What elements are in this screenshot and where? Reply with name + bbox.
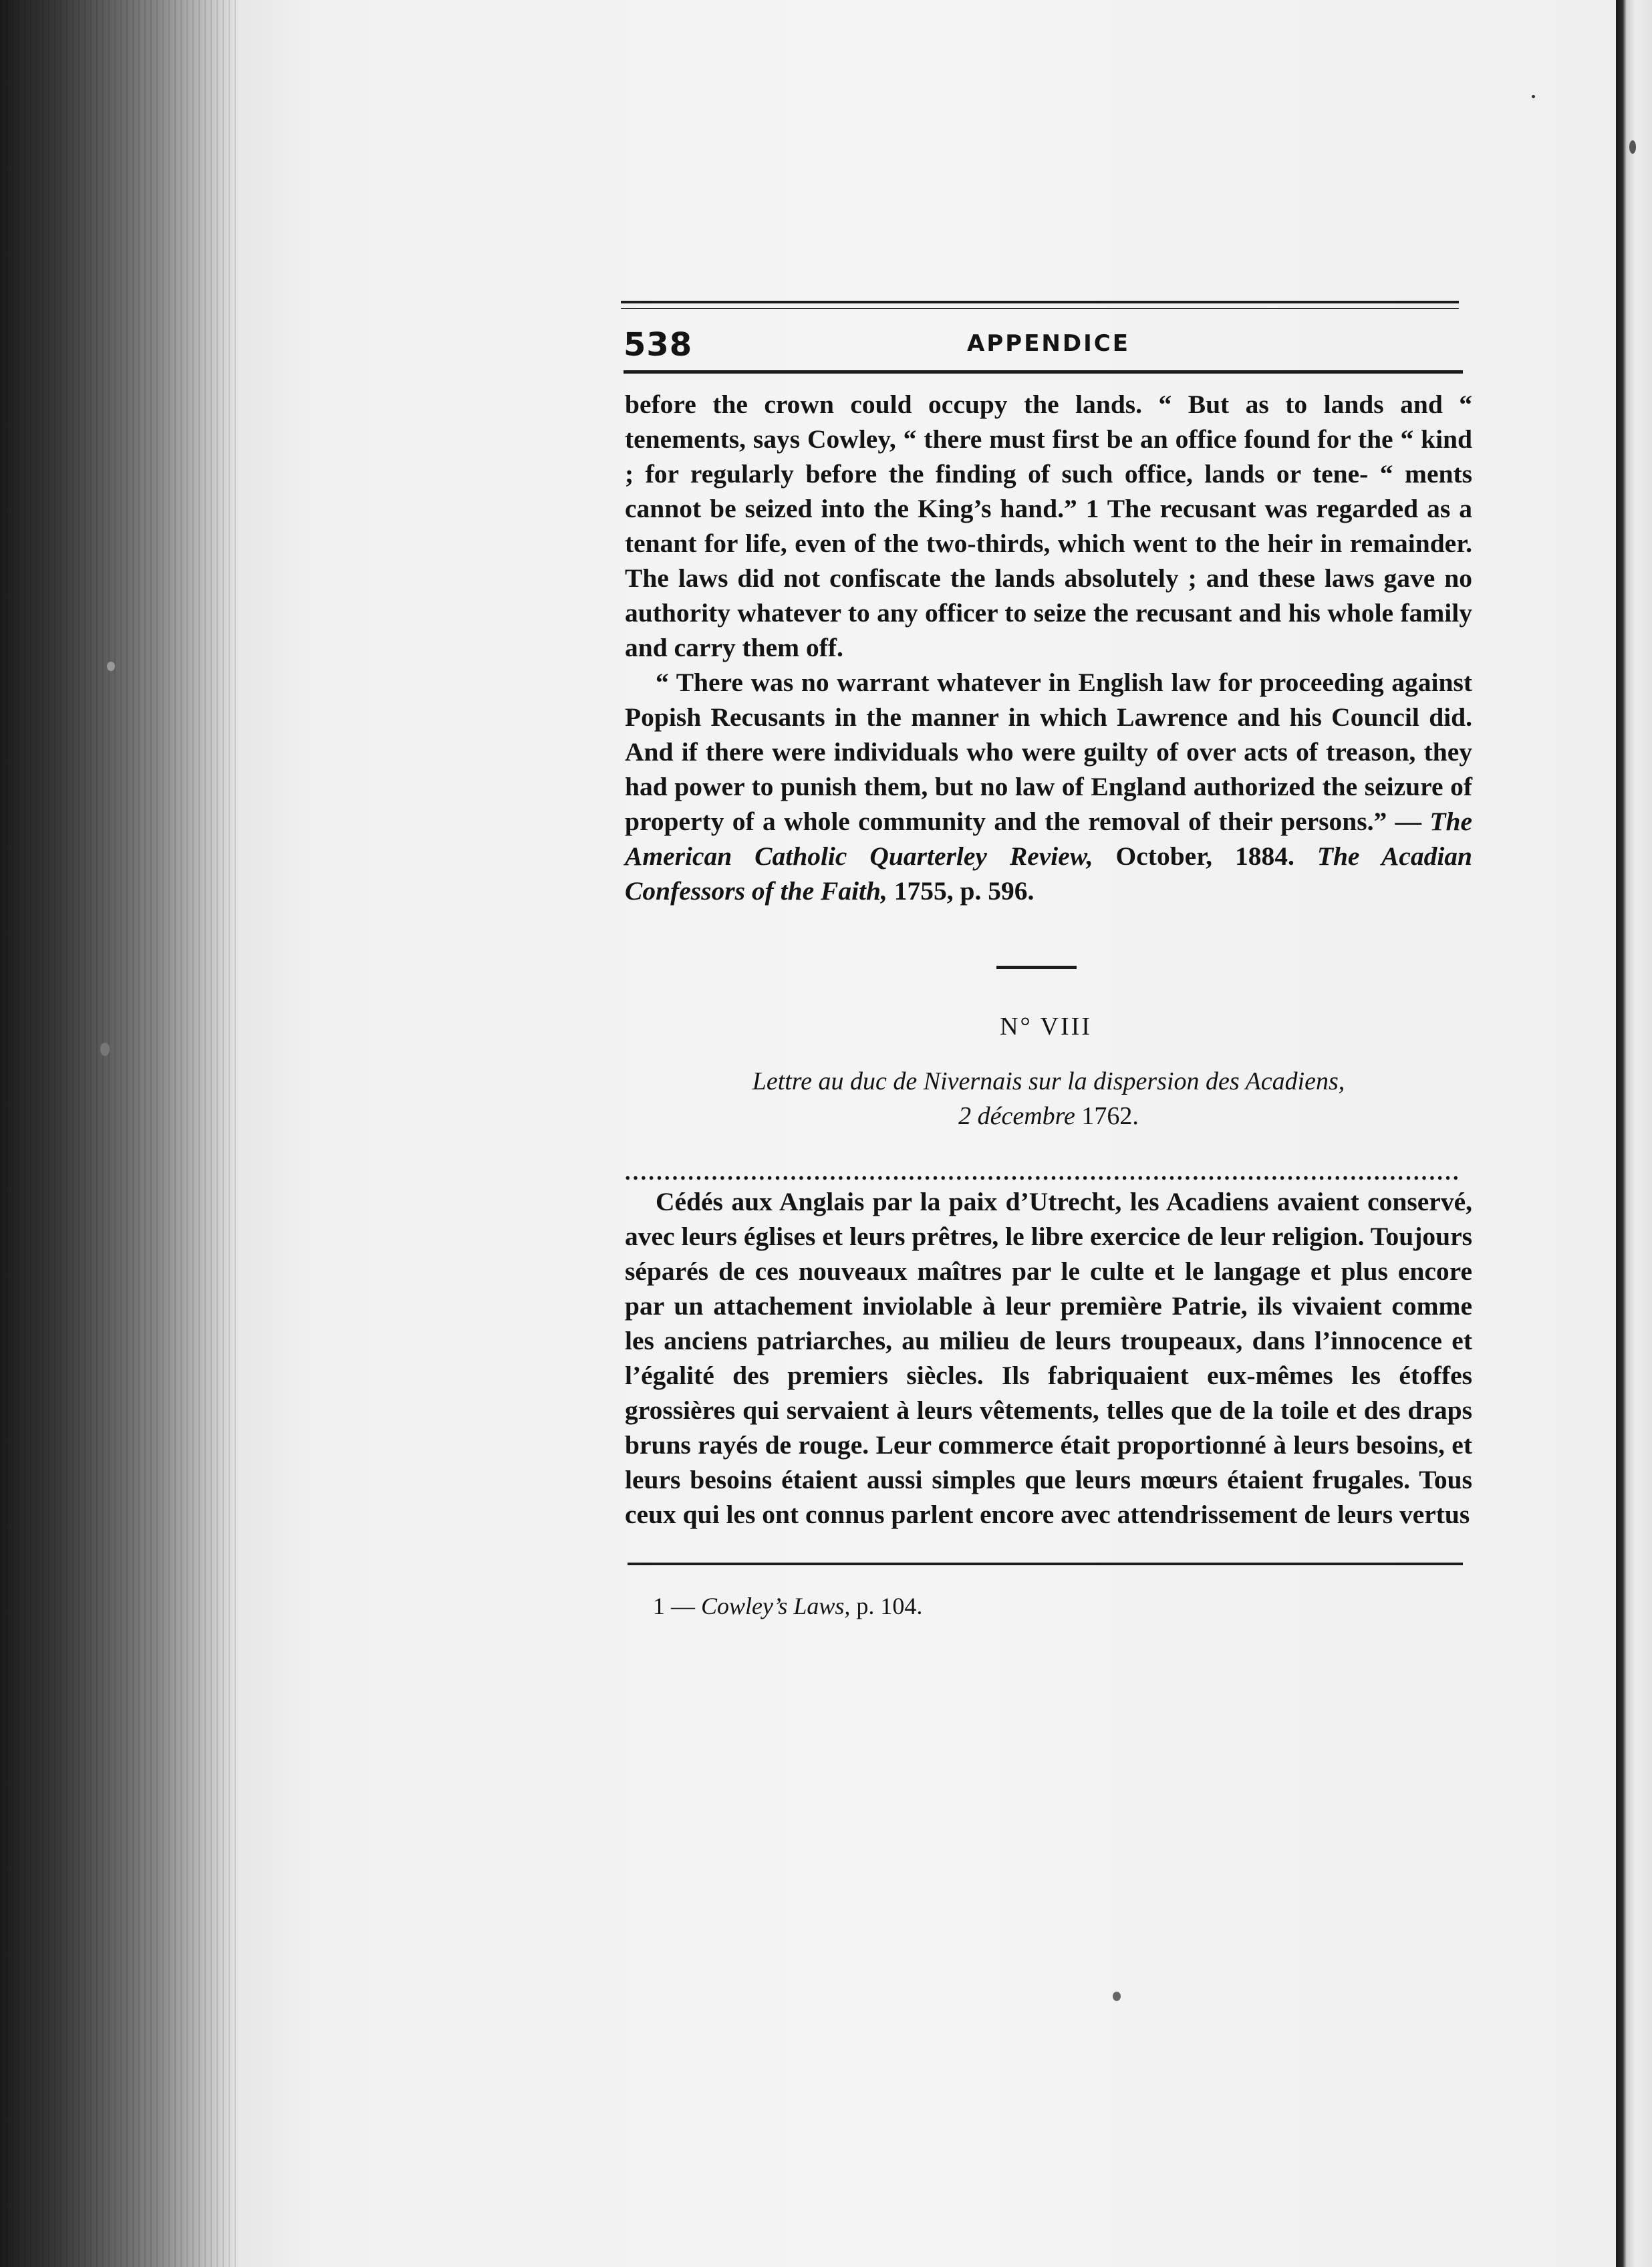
footnote-page: p. 104. [856, 1593, 923, 1619]
french-paragraph: Cédés aux Anglais par la paix d’Utrecht, les Acadiens avaient conservé, avec leurs églises et leurs prêtres, le libre exercice de leur religion. Toujours séparés de ces nouveaux maîtres par le culte et le langage et plus encore par un attachement inviolable à leur première Patrie, ils vivaient comme les anciens patriarches, au milieu de leurs troupeaux, dans l’innocence et l’égalité des premiers siècles. Ils fabriquaient eux-mêmes les étoffes grossières qui servaient à leurs vêtements, telles que de la toile et des draps bruns rayés de rouge. Leur commerce était proportionné à leurs besoins, et leurs besoins étaient aussi simples que leurs mœurs étaient frugales. Tous ceux qui les ont connus parlent encore avec attendrissement de leurs vertus [625, 1187, 1472, 1529]
footnote [653, 1592, 1472, 1620]
header-bottom-rule [624, 370, 1463, 374]
book-binding-edge [0, 0, 241, 2267]
section-date: 2 décembre [958, 1102, 1075, 1130]
citation-article: The Acadian Confessors of the Faith, [625, 841, 1473, 906]
scan-speck [1532, 95, 1535, 98]
section-title-line: Lettre au duc de Nivernais sur la dispersion des Acadiens, [752, 1067, 1345, 1095]
footnote-marker: 1 — [653, 1593, 695, 1619]
scan-speck [100, 1043, 110, 1056]
citation-date: October, 1884. [1115, 841, 1294, 871]
scan-speck [1629, 140, 1636, 154]
body-paragraph: before the crown could occupy the lands. “ But as to lands and “ tenements, says Cowley, “ there must first be an office found for the “ kind ; for regularly before the finding of such office, lands or tene- “ ments cannot be seized into the King’s hand.” 1 The recusant was regarded as a tenant for life, even of the two-thirds, which went to the heir in remainder. The laws did not confiscate the lands absolutely ; and these laws gave no authority whatever to any officer to seize the recusant and his whole family and carry them off. [625, 390, 1472, 662]
quote-paragraph [625, 665, 1472, 908]
section-divider [996, 966, 1077, 969]
scan-speck [1113, 1992, 1121, 2001]
footnote-title: Cowley’s Laws, [701, 1593, 851, 1619]
quote-text: “ There was no warrant whatever in English law for proceeding against Popish Recusants in the manner in which Lawrence and his Council did. And if there were individuals who were guilty of over acts of treason, they had power to punish them, but no law of England authorized the seizure of property of a whole community and the removal of their persons.” — [625, 668, 1472, 836]
running-head [625, 309, 1472, 370]
section-year: 1762. [1081, 1102, 1139, 1130]
section-title-date [625, 1099, 1472, 1134]
next-page-edge [1616, 0, 1652, 2267]
citation-tail: 1755, p. 596. [893, 876, 1035, 906]
printed-page [625, 301, 1472, 1620]
ellipsis-line: .......................................................................................................... [625, 1163, 1461, 1183]
section-title [625, 1064, 1472, 1134]
running-title: APPENDICE [967, 330, 1130, 357]
page-number: 538 [624, 326, 693, 364]
scan-speck [107, 662, 115, 671]
footnote-rule [628, 1563, 1463, 1565]
section-number: N° VIII [1000, 1013, 1092, 1041]
citation-source: The American Catholic Quarterley Review, [625, 807, 1473, 871]
header-top-rule [621, 301, 1459, 309]
